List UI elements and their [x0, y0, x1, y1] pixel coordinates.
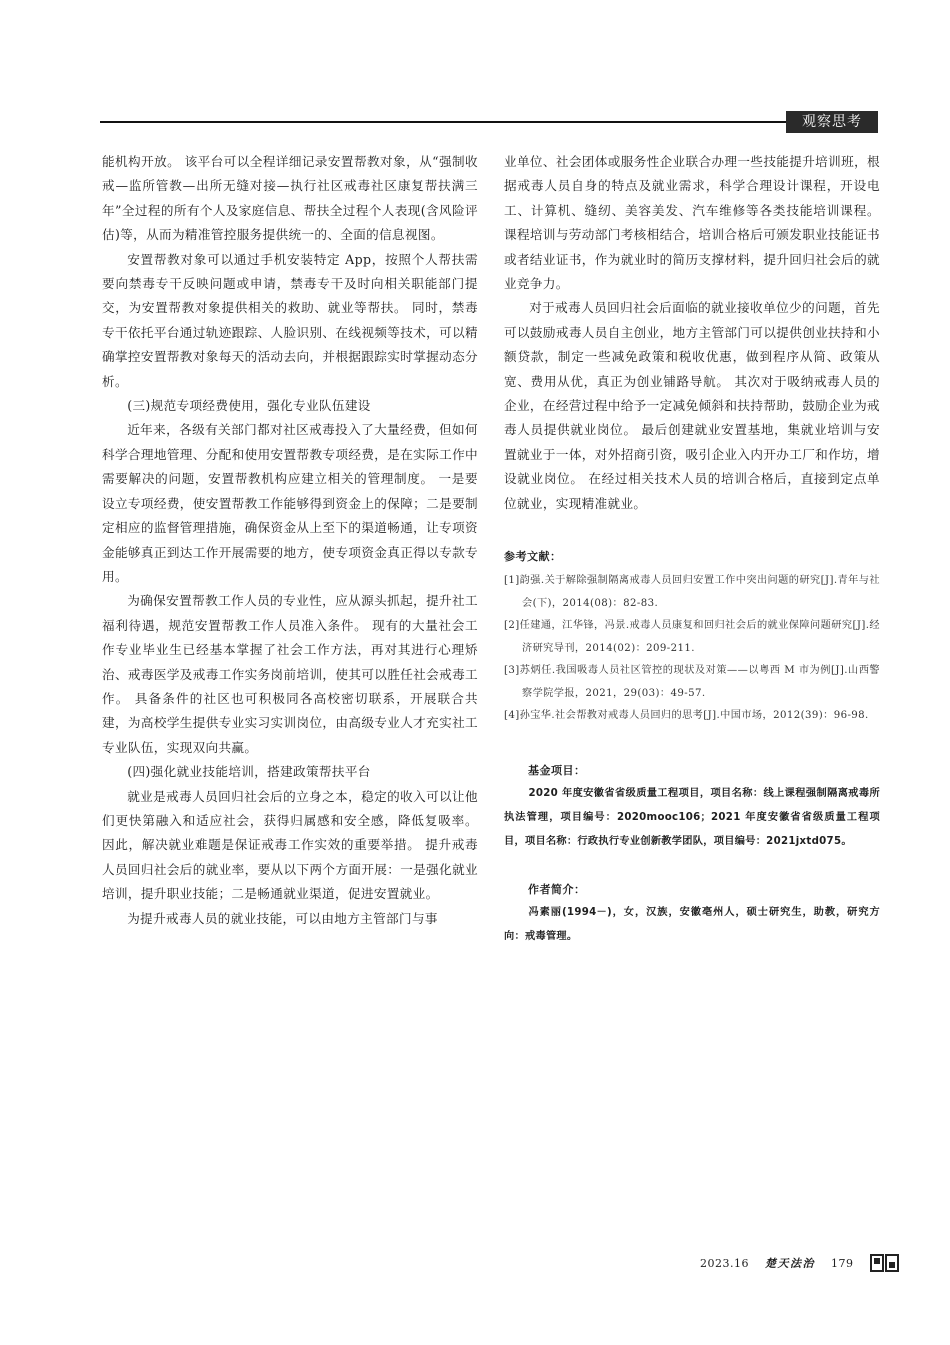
references-list: [504, 570, 880, 728]
body-paragraph: 近年来，各级有关部门都对社区戒毒投入了大量经费，但如何科学合理地管理、分配和使用安置帮教专项经费，是在实际工作中需要解决的问题，安置帮教机构应建立相关的管理制度。 一是要设立专项经费，使安置帮教工作能够得到资金上的保障；二是要制定相应的监督管理措施，确保资金从上至下的渠道畅通，让专项资金能够真正到达工作开展需要的地方，使专项资金真正得以专款专用。: [102, 422, 478, 584]
page-number: 179: [831, 1256, 854, 1270]
section-tag: 观察思考: [786, 111, 878, 133]
body-paragraph: 能机构开放。 该平台可以全程详细记录安置帮教对象，从“强制收戒—监所管教—出所无缝对接—执行社区戒毒社区康复帮扶满三年”全过程的所有个人及家庭信息、帮扶全过程个人表现(含风险评估)等，从而为精准管控服务提供统一的、全面的信息视图。: [102, 154, 478, 243]
body-paragraph: 为确保安置帮教工作人员的专业性，应从源头抓起，提升社工福利待遇，规范安置帮教工作人员准入条件。 现有的大量社会工作专业毕业生已经基本掌握了社会工作方法，再对其进行心理矫治、戒毒医学及戒毒工作实务岗前培训，使其可以胜任社会戒毒工作。 具备条件的社区也可积极同各高校密切联系，开展联合共建，为高校学生提供专业实习实训岗位，由高级专业人才充实社工专业队伍，实现双向共赢。: [102, 593, 478, 755]
body-paragraph: 业单位、社会团体或服务性企业联合办理一些技能提升培训班，根据戒毒人员自身的特点及就业需求，科学合理设计课程，开设电工、计算机、缝纫、美容美发、汽车维修等各类技能培训课程。 课程培训与劳动部门考核相结合，培训合格后可颁发职业技能证书或者结业证书，作为就业时的简历支撑材料，提升回归社会后的就业竞争力。: [504, 154, 880, 292]
right-column-body: [504, 150, 880, 516]
author-text: 冯素丽(1994－)，女，汉族，安徽亳州人，硕士研究生，助教，研究方向：戒毒管理。: [504, 906, 880, 943]
page-footer: [700, 1254, 900, 1272]
section-heading: (三)规范专项经费使用，强化专业队伍建设: [127, 398, 371, 414]
body-paragraph: 为提升戒毒人员的就业技能，可以由地方主管部门与事: [127, 910, 438, 926]
fund-text: 2020 年度安徽省省级质量工程项目，项目名称：线上课程强制隔离戒毒所执法管理，项目编号：2020mooc106；2021 年度安徽省省级质量工程项目，项目名称：行政执行专业创新教学团队，项目编号：2021jxtd075。: [504, 787, 880, 848]
magazine-name: 楚天法治: [765, 1257, 815, 1270]
body-paragraph: 就业是戒毒人员回归社会后的立身之本，稳定的收入可以让他们更快第融入和适应社会，获得归属感和安全感，降低复吸率。 因此，解决就业难题是保证戒毒工作实效的重要举措。 提升戒毒人员回归社会后的就业率，要从以下两个方面开展：一是强化就业培训，提升职业技能；二是畅通就业渠道，促进安置就业。: [102, 788, 478, 902]
header-rule: [100, 121, 800, 123]
fund-label: 基金项目：: [528, 763, 586, 777]
reference-item: [3]苏炳任.我国吸毒人员社区管控的现状及对策——以粤西 M 市为例[J].山西警察学院学报，2021，29(03)：49-57.: [504, 665, 880, 699]
section-heading: (四)强化就业技能培训，搭建政策帮扶平台: [127, 764, 371, 780]
body-paragraph: 对于戒毒人员回归社会后面临的就业接收单位少的问题，首先可以鼓励戒毒人员自主创业，地方主管部门可以提供创业扶持和小额贷款，制定一些减免政策和税收优惠，做到程序从简、政策从宽、费用从优，真正为创业铺路导航。 其次对于吸纳戒毒人员的企业，在经营过程中给予一定减免倾斜和扶持帮助，鼓励企业为戒毒人员提供就业岗位。 最后创建就业安置基地，集就业培训与安置就业于一体，对外招商引资，吸引企业入内开办工厂和作坊，增设就业岗位。 在经过相关技术人员的培训合格后，直接到定点单位就业，实现精准就业。: [504, 300, 880, 511]
reference-item: [1]韵强.关于解除强制隔离戒毒人员回归安置工作中突出问题的研究[J].青年与社会(下)，2014(08)：82-83.: [504, 575, 880, 609]
body-paragraph: 安置帮教对象可以通过手机安装特定 App，按照个人帮扶需要向禁毒专干反映问题或申请，禁毒专干及时向相关职能部门提交，为安置帮教对象提供相关的救助、就业等帮扶。 同时，禁毒专干依托平台通过轨迹跟踪、人脸识别、在线视频等技术，可以精确掌控安置帮教对象每天的活动去向，并根据跟踪实时掌握动态分析。: [102, 251, 478, 389]
reference-item: [4]孙宝华.社会帮教对戒毒人员回归的思考[J].中国市场，2012(39)：96-98.: [504, 710, 869, 722]
right-column: [504, 150, 880, 950]
magazine-logo-icon: [870, 1254, 900, 1272]
reference-item: [2]任建通，江华锋，冯景.戒毒人员康复和回归社会后的就业保障问题研究[J].经济研究导刊，2014(02)：209-211.: [504, 620, 880, 654]
references-label: 参考文献：: [504, 550, 562, 564]
issue-number: 2023.16: [700, 1256, 749, 1270]
author-label: 作者简介：: [528, 882, 586, 896]
left-column: [102, 150, 478, 931]
